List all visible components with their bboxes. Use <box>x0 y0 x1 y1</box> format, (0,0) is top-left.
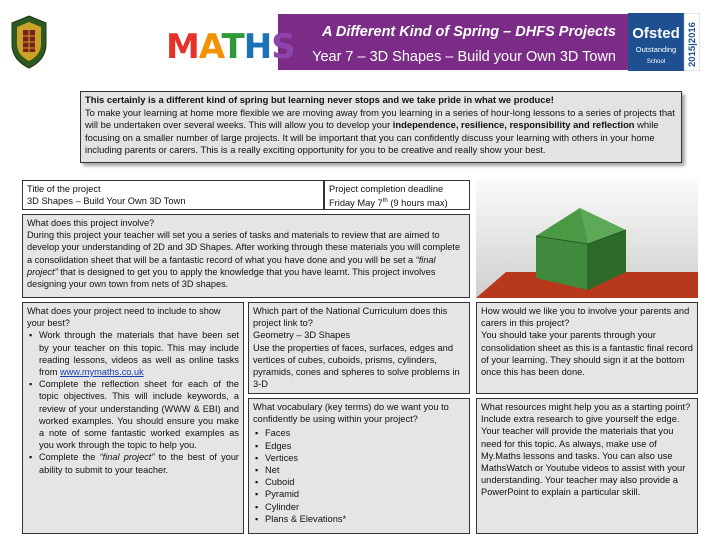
list-item <box>27 329 239 378</box>
ofsted-badge <box>628 13 700 71</box>
project-involve-panel <box>22 214 470 298</box>
page-subtitle: Year 7 – 3D Shapes – Build your Own 3D Town <box>312 49 616 65</box>
vocab-item: ▪ Vertices <box>253 452 465 464</box>
show-item-3-final-project: “final project” <box>99 452 155 463</box>
green-house-3d-image <box>476 180 698 298</box>
intro-body <box>85 107 677 157</box>
show-heading: What does your project need to include to show your best? <box>27 306 221 329</box>
deadline-label: Project completion deadline <box>329 184 444 194</box>
page-title: A Different Kind of Spring – DHFS Projects <box>321 24 616 40</box>
involve-text-2: that is designed to get you to apply the knowledge that you have learnt. This project involves designing your own town from nets of 3D shapes. <box>27 266 436 290</box>
maths-logo-letter: A <box>198 27 222 67</box>
resources-body: Your teacher will provide the materials that you need for this topic. As always, make use of My.Maths lessons and tasks. You can also use MathsWatch or Youtube videos to assist with your understanding. Your teacher may also provide a PowerPoint to explain a particular skill. <box>481 426 686 498</box>
ofsted-rating: Outstanding <box>635 45 677 54</box>
vocab-item: ▪ Pyramid <box>253 488 465 500</box>
involve-body <box>27 229 465 290</box>
curriculum-line-2: Use the properties of faces, surfaces, edges and vertices of cubes, cuboids, prisms, cylinders, pyramids, cones and spheres to solve problems in 3-D <box>253 342 460 390</box>
vocab-item: ▪ Net <box>253 464 465 476</box>
list-item <box>27 451 239 475</box>
involve-heading: What does this project involve? <box>27 218 155 228</box>
parents-heading: How would we like you to involve your parents and carers in this project? <box>481 306 690 329</box>
vocabulary-panel <box>248 398 470 534</box>
deadline-value <box>329 195 465 209</box>
project-title-value: 3D Shapes – Build Your Own 3D Town <box>27 196 186 207</box>
show-list <box>27 329 239 475</box>
ofsted-name: Ofsted <box>632 25 680 42</box>
maths-logo-letter: T <box>221 27 244 67</box>
vocab-heading: What vocabulary (key terms) do we want you to confidently be using within your project? <box>253 402 449 425</box>
list-item: ▪ Complete the reflection sheet for each of the topic objectives. This will include keywords, a review of your understanding (WWW & EBI) and worked examples. You should ensure you make a note of some fantastic worked examples as you work through the topic to help you. <box>27 378 239 451</box>
deadline-date-suffix: th <box>382 198 388 205</box>
maths-logo-letter: S <box>271 27 295 67</box>
maths-logo-text <box>166 27 295 67</box>
intro-skills: independence, resilience, responsibility and reflection <box>392 119 635 131</box>
ofsted-years: 2015|2016 <box>687 22 698 67</box>
maths-logo <box>166 26 295 68</box>
resources-panel <box>476 398 698 534</box>
deadline-date: Friday May 7 <box>329 198 383 209</box>
resources-heading: What resources might help you as a starting point? Include extra research to give yourself the edge. <box>481 402 691 425</box>
national-curriculum-panel <box>248 302 470 394</box>
parents-body: You should take your parents through your consolidation sheet as this is a fantastic final record of your learning. They should sign it at the bottom once this has been done. <box>481 330 693 378</box>
vocab-item: ▪ Cylinder <box>253 501 465 513</box>
vocab-item: ▪ Cuboid <box>253 476 465 488</box>
maths-logo-letter: H <box>243 27 272 67</box>
intro-panel <box>80 91 682 163</box>
intro-text-2: while focusing on a smaller number of large projects. It will be important that you can confidently discuss your learning with others in your home including parents or carers. This is a really exciting opportunity for you to be creative and really show your best. <box>85 119 659 156</box>
show-item-3-rest: to the best of your ability to submit to your teacher. <box>39 452 239 475</box>
curriculum-heading: Which part of the National Curriculum does this project link to? <box>253 306 448 329</box>
parents-panel <box>476 302 698 394</box>
intro-heading: This certainly is a different kind of spring but learning never stops and we take pride in what we produce! <box>85 94 554 105</box>
maths-logo-letter: M <box>166 27 199 67</box>
deadline-panel <box>324 180 470 210</box>
project-title-label: Title of the project <box>27 184 101 194</box>
show-best-panel <box>22 302 244 534</box>
vocab-list <box>253 427 465 525</box>
show-item-1-text: Work through the materials that have been set by your teacher on this topic. This may include reading lessons, videos as well as online tasks from <box>39 330 239 378</box>
curriculum-line-1: Geometry – 3D Shapes <box>253 330 351 341</box>
intro-text-1: To make your learning at home more flexible we are moving away from you learning in a series of hour-long lessons to a series of projects that will be undertaken over several weeks. This will allow you to develop your <box>85 106 675 131</box>
deadline-hours: (9 hours max) <box>387 198 448 209</box>
mymaths-link[interactable]: www.mymaths.co.uk <box>59 367 144 378</box>
involve-final-project: “final project” <box>27 254 436 277</box>
show-item-3-text: Complete the <box>39 452 100 463</box>
involve-text-1: During this project your teacher will set you a series of tasks and materials to review that are aimed to develop your understanding of 2D and 3D Shapes. After working through these materials you will complete a consolidation sheet that will be a fantastic record of what you have done and you will be set a <box>27 230 461 265</box>
vocab-item: ▪ Faces <box>253 427 465 439</box>
vocab-item: ▪ Plans & Elevations* <box>253 513 465 525</box>
project-title-panel <box>22 180 324 210</box>
school-crest-logo <box>8 14 50 70</box>
vocab-item: ▪ Edges <box>253 440 465 452</box>
ofsted-school: School <box>646 59 666 65</box>
